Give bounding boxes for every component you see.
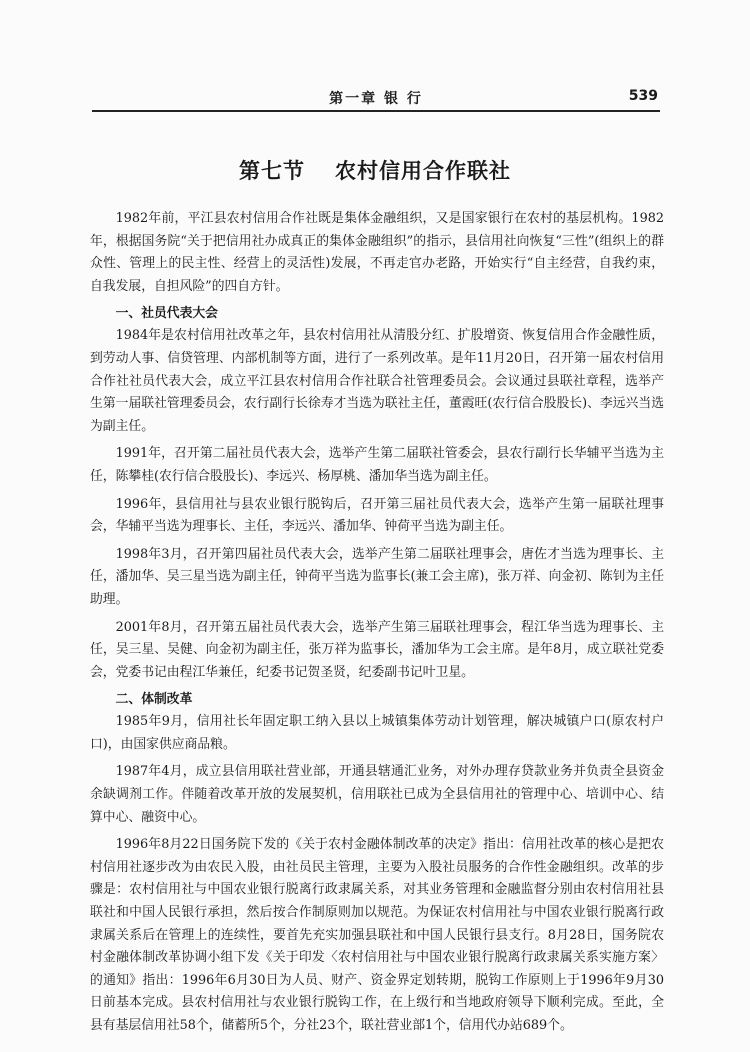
paragraph: 1987年4月，成立县信用联社营业部，开通县辖通汇业务，对外办理存贷款业务并负责全县资金余缺调剂工作。伴随着改革开放的发展契机，信用联社已成为全县信用社的管理中心、培训中心、结算中心、融资中心。 [90,764,664,825]
paragraph: 1996年8月22日国务院下发的《关于农村金融体制改革的决定》指出：信用社改革的核心是把农村信用社逐步改为由农民入股，由社员民主管理，主要为入股社员服务的合作性金融组织。改革的步骤是：农村信用社与中国农业银行脱离行政隶属关系，对其业务管理和金融监督分别由农村信用社县联社和中国人民银行承担，然后按合作制原则加以规范。为保证农村信用社与中国农业银行脱离行政隶属关系后在管理上的连续性，要首先充实加强县联社和中国人民银行县支行。8月28日，国务院农村金融体制改革协调小组下发《关于印发〈农村信用社与中国农业银行脱离行政隶属关系实施方案〉的通知》指出：1996年6月30日为人员、财产、资金界定划转期，脱钩工作原则上于1996年9月30日前基本完成。县农村信用社与农业银行脱钩工作，在上级行和当地政府领导下顺利完成。至此，全县有基层信用社58个，储蓄所5个，分社23个，联社营业部1个，信用代办站689个。 [90,837,664,1033]
paragraph: 1996年，县信用社与县农业银行脱钩后，召开第三届社员代表大会，选举产生第一届联社理事会，华辅平当选为理事长、主任，李远兴、潘加华、钟荷平当选为副主任。 [90,496,664,535]
paragraph: 1984年是农村信用社改革之年，县农村信用社从清股分红、扩股增资、恢复信用合作金融性质，到劳动人事、信贷管理、内部机制等方面，进行了一系列改革。是年11月20日，召开第一届农村信用合作社社员代表大会，成立平江县农村信用合作社联合社管理委员会。会议通过县联社章程，选举产生第一届联社管理委员会，农行副行长徐寿才当选为联社主任，董霞旺(农行信合股股长)、李远兴当选为副主任。 [90,328,664,434]
intro-paragraph: 1982年前，平江县农村信用合作社既是集体金融组织，又是国家银行在农村的基层机构。1982年，根据国务院“关于把信用社办成真正的集体金融组织”的指示，县信用社向恢复“三性”(组织上的群众性、管理上的民主性、经营上的灵活性)发展，不再走官办老路，开始实行“自主经营，自我约束，自我发展，自担风险”的四自方针。 [90,211,664,294]
paragraph: 2001年8月，召开第五届社员代表大会，选举产生第三届联社理事会，程江华当选为理事长、主任，吴三星、吴健、向金初为副主任，张万祥为监事长，潘加华为工会主席。是年8月，成立联社党委会，党委书记由程江华兼任，纪委书记贺圣贤，纪委副书记叶卫星。 [90,619,664,680]
section-name: 农村信用合作联社 [335,159,511,183]
running-header [92,88,660,112]
section-number: 第七节 [239,159,305,183]
chapter-title: 第一章 银 行 [329,91,423,107]
section-title [0,155,750,185]
paragraph: 1991年，召开第二届社员代表大会，选举产生第二届联社管委会，县农行副行长华辅平当选为主任，陈攀桂(农行信合股股长)、李远兴、杨厚桃、潘加华当选为副主任。 [90,446,664,484]
page-number: 539 [628,88,658,104]
subsection-heading: 二、体制改革 [115,692,193,708]
paragraph: 1985年9月，信用社长年固定职工纳入县以上城镇集体劳动计划管理，解决城镇户口(原农村户口)，由国家供应商品粮。 [90,714,664,752]
subsection-heading: 一、社员代表大会 [115,306,218,322]
paragraph: 1998年3月，召开第四届社员代表大会，选举产生第二届联社理事会，唐佐才当选为理事长、主任，潘加华、吴三星当选为副主任，钟荷平当选为监事长(兼工会主席)，张万祥、向金初、陈钊为主任助理。 [90,546,664,607]
body-text [90,208,664,1043]
